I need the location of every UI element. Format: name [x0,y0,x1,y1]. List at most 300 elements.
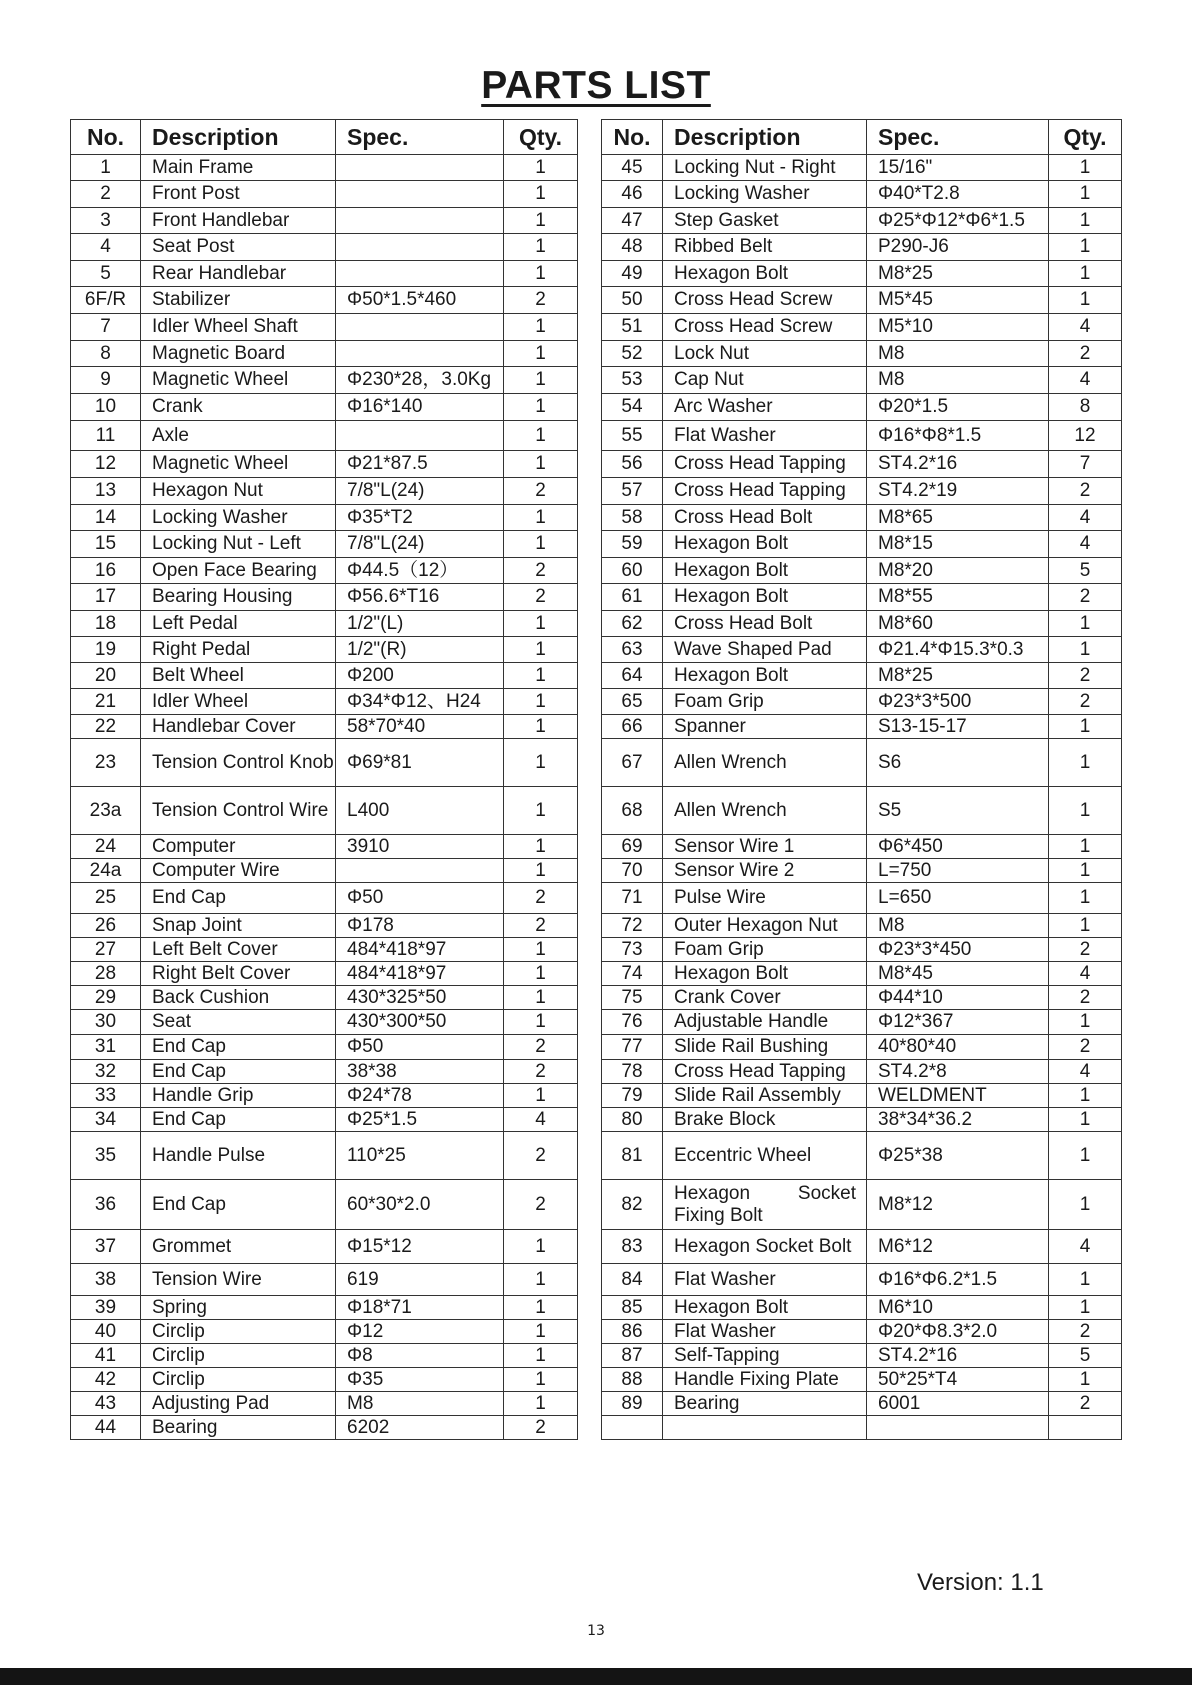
part-qty: 2 [1049,1392,1122,1416]
part-description: Ribbed Belt [663,234,867,261]
part-description: Hexagon Bolt [663,584,867,611]
part-spec: Φ16*Φ8*1.5 [867,421,1049,451]
part-number: 78 [602,1060,663,1084]
part-description: Wave Shaped Pad [663,637,867,663]
table-row [71,883,1122,914]
table-row [71,962,1122,986]
part-number: 76 [602,1010,663,1035]
part-description: Arc Washer [663,394,867,421]
part-qty: 2 [1049,938,1122,962]
part-description: Main Frame [141,155,336,181]
column-gap [578,883,602,914]
part-number: 37 [71,1230,141,1264]
part-qty: 1 [504,1368,578,1392]
part-number: 1 [71,155,141,181]
part-description: Idler Wheel [141,689,336,715]
part-number: 77 [602,1035,663,1060]
part-spec: M8 [336,1392,504,1416]
parts-table-container [70,119,1121,1440]
part-qty: 1 [504,663,578,689]
part-qty: 1 [1049,1084,1122,1108]
part-qty: 2 [1049,689,1122,715]
part-number: 62 [602,611,663,637]
part-number: 8 [71,341,141,367]
part-spec: S5 [867,787,1049,835]
column-gap [578,584,602,611]
column-gap [578,367,602,394]
table-row [71,715,1122,739]
part-number: 51 [602,314,663,341]
table-row [71,1230,1122,1264]
column-gap [578,155,602,181]
part-spec: L=650 [867,883,1049,914]
part-description: Spanner [663,715,867,739]
part-qty: 1 [504,1344,578,1368]
column-gap [578,1132,602,1180]
part-qty: 2 [504,1132,578,1180]
part-number: 23a [71,787,141,835]
part-qty [1049,1416,1122,1440]
part-spec: M5*10 [867,314,1049,341]
part-qty: 1 [504,611,578,637]
part-number: 39 [71,1296,141,1320]
part-number: 67 [602,739,663,787]
column-gap [578,859,602,883]
part-number: 12 [71,451,141,478]
part-number: 13 [71,478,141,505]
table-row [71,1296,1122,1320]
part-spec: Φ178 [336,914,504,938]
part-description: End Cap [141,1035,336,1060]
part-qty: 2 [1049,478,1122,505]
part-description: Grommet [141,1230,336,1264]
part-number: 40 [71,1320,141,1344]
column-gap [578,1320,602,1344]
part-description: End Cap [141,1180,336,1230]
part-qty: 1 [1049,287,1122,314]
part-spec: M8*45 [867,962,1049,986]
part-description: Idler Wheel Shaft [141,314,336,341]
part-qty: 4 [1049,962,1122,986]
header-description: Description [663,120,867,155]
part-description: Locking Nut - Right [663,155,867,181]
part-qty: 1 [1049,883,1122,914]
part-description: Hexagon Bolt [663,663,867,689]
table-row [71,531,1122,558]
part-number: 11 [71,421,141,451]
part-number: 30 [71,1010,141,1035]
part-spec: Φ23*3*450 [867,938,1049,962]
part-spec: Φ25*1.5 [336,1108,504,1132]
part-number: 47 [602,208,663,234]
table-row [71,314,1122,341]
part-number: 32 [71,1060,141,1084]
part-number: 20 [71,663,141,689]
part-number: 42 [71,1368,141,1392]
part-number: 49 [602,261,663,287]
part-number: 31 [71,1035,141,1060]
part-number: 2 [71,181,141,208]
part-number: 80 [602,1108,663,1132]
part-qty: 1 [504,637,578,663]
column-gap [578,1035,602,1060]
part-description: Seat [141,1010,336,1035]
part-description: Front Handlebar [141,208,336,234]
column-gap [578,558,602,584]
part-spec: Φ20*Φ8.3*2.0 [867,1320,1049,1344]
part-description: Pulse Wire [663,883,867,914]
part-number: 16 [71,558,141,584]
part-description: Sensor Wire 1 [663,835,867,859]
part-number: 81 [602,1132,663,1180]
part-spec [336,314,504,341]
part-spec: M8*65 [867,505,1049,531]
part-qty: 5 [1049,558,1122,584]
part-qty: 4 [1049,367,1122,394]
part-description: Circlip [141,1320,336,1344]
part-number: 23 [71,739,141,787]
table-row [71,787,1122,835]
part-number: 54 [602,394,663,421]
column-gap [578,1010,602,1035]
header-no: No. [71,120,141,155]
parts-table [70,119,1122,1440]
part-description: Crank [141,394,336,421]
table-row [71,1320,1122,1344]
column-gap [578,986,602,1010]
part-qty: 1 [1049,1108,1122,1132]
part-number: 14 [71,505,141,531]
part-spec: Φ56.6*T16 [336,584,504,611]
part-number: 61 [602,584,663,611]
table-row [71,394,1122,421]
part-spec: 15/16" [867,155,1049,181]
part-spec: Φ50*1.5*460 [336,287,504,314]
part-spec: 3910 [336,835,504,859]
part-spec: M8*55 [867,584,1049,611]
part-description: Hexagon Socket Bolt [663,1230,867,1264]
part-spec: Φ44*10 [867,986,1049,1010]
table-row [71,181,1122,208]
part-number: 27 [71,938,141,962]
part-spec: Φ50 [336,883,504,914]
table-row [71,208,1122,234]
part-description: Brake Block [663,1108,867,1132]
part-spec: 38*34*36.2 [867,1108,1049,1132]
table-row [71,938,1122,962]
part-spec: Φ25*38 [867,1132,1049,1180]
table-row [71,558,1122,584]
column-gap [578,787,602,835]
column-gap [578,1108,602,1132]
part-description: Left Pedal [141,611,336,637]
part-description: Hexagon Bolt [663,558,867,584]
table-row [71,155,1122,181]
part-number: 3 [71,208,141,234]
part-qty: 12 [1049,421,1122,451]
part-spec: 430*300*50 [336,1010,504,1035]
part-qty: 1 [1049,1296,1122,1320]
part-description: Cross Head Screw [663,314,867,341]
table-row [71,1035,1122,1060]
part-description: Handle Fixing Plate [663,1368,867,1392]
column-gap [578,478,602,505]
column-gap [578,938,602,962]
part-description: Self-Tapping [663,1344,867,1368]
table-row [71,689,1122,715]
part-description: Foam Grip [663,938,867,962]
part-qty: 2 [504,1060,578,1084]
column-gap [578,394,602,421]
table-row [71,1368,1122,1392]
part-description: Adjusting Pad [141,1392,336,1416]
part-spec: ST4.2*16 [867,451,1049,478]
table-row [71,1264,1122,1296]
part-qty: 2 [504,1416,578,1440]
table-row [71,1344,1122,1368]
part-qty: 1 [1049,181,1122,208]
part-spec [336,261,504,287]
part-spec: 7/8"L(24) [336,531,504,558]
part-qty: 1 [504,689,578,715]
part-qty: 2 [504,1035,578,1060]
table-row [71,505,1122,531]
header-spec: Spec. [336,120,504,155]
part-description: Hexagon Socket Fixing Bolt [663,1180,867,1230]
part-description: Magnetic Wheel [141,451,336,478]
part-number: 88 [602,1368,663,1392]
part-description: Bearing Housing [141,584,336,611]
part-qty: 1 [504,1230,578,1264]
part-qty: 1 [504,367,578,394]
part-qty: 1 [1049,835,1122,859]
column-gap [578,208,602,234]
part-spec: Φ8 [336,1344,504,1368]
part-qty: 1 [504,505,578,531]
part-spec [336,234,504,261]
column-gap [578,261,602,287]
part-number: 55 [602,421,663,451]
part-number: 44 [71,1416,141,1440]
part-number: 72 [602,914,663,938]
part-description: Right Pedal [141,637,336,663]
part-description: Handlebar Cover [141,715,336,739]
table-row [71,584,1122,611]
part-spec [336,859,504,883]
part-description: Adjustable Handle [663,1010,867,1035]
part-description: Flat Washer [663,1320,867,1344]
table-row [71,637,1122,663]
part-qty: 1 [504,1320,578,1344]
part-number: 87 [602,1344,663,1368]
part-spec: 1/2"(L) [336,611,504,637]
part-description: Right Belt Cover [141,962,336,986]
part-description: Locking Nut - Left [141,531,336,558]
part-number: 9 [71,367,141,394]
part-spec: M8*60 [867,611,1049,637]
part-description: Circlip [141,1344,336,1368]
part-spec: ST4.2*8 [867,1060,1049,1084]
part-description: Handle Grip [141,1084,336,1108]
part-number: 7 [71,314,141,341]
column-gap [578,835,602,859]
header-qty: Qty. [1049,120,1122,155]
part-description: Flat Washer [663,1264,867,1296]
part-qty: 1 [1049,715,1122,739]
part-qty: 7 [1049,451,1122,478]
part-description: End Cap [141,1060,336,1084]
part-qty: 4 [1049,505,1122,531]
part-spec [336,421,504,451]
part-description: Flat Washer [663,421,867,451]
part-number: 26 [71,914,141,938]
part-spec: WELDMENT [867,1084,1049,1108]
part-spec: 38*38 [336,1060,504,1084]
part-qty: 1 [1049,261,1122,287]
part-number: 43 [71,1392,141,1416]
part-qty: 1 [504,938,578,962]
part-number: 68 [602,787,663,835]
part-description: Tension Control Wire [141,787,336,835]
part-qty: 1 [504,451,578,478]
column-gap [578,689,602,715]
part-description: Cross Head Bolt [663,505,867,531]
part-description: Axle [141,421,336,451]
part-qty: 1 [504,1264,578,1296]
part-qty: 1 [1049,739,1122,787]
part-number: 83 [602,1230,663,1264]
part-qty: 1 [504,715,578,739]
part-spec: 484*418*97 [336,962,504,986]
part-description: Lock Nut [663,341,867,367]
part-description [663,1416,867,1440]
part-description: Cross Head Tapping [663,1060,867,1084]
part-qty: 2 [1049,584,1122,611]
part-number: 70 [602,859,663,883]
part-description: Cross Head Bolt [663,611,867,637]
part-qty: 1 [1049,1010,1122,1035]
part-spec: M6*10 [867,1296,1049,1320]
part-description: Open Face Bearing [141,558,336,584]
part-number: 60 [602,558,663,584]
part-qty: 8 [1049,394,1122,421]
part-number: 79 [602,1084,663,1108]
part-number: 56 [602,451,663,478]
table-row [71,341,1122,367]
part-description: Slide Rail Assembly [663,1084,867,1108]
part-spec: ST4.2*19 [867,478,1049,505]
part-qty: 2 [504,584,578,611]
part-number: 18 [71,611,141,637]
column-gap [578,1264,602,1296]
part-qty: 1 [1049,859,1122,883]
part-description: Locking Washer [663,181,867,208]
part-qty: 1 [1049,1132,1122,1180]
part-description: Outer Hexagon Nut [663,914,867,938]
part-spec: Φ18*71 [336,1296,504,1320]
part-description: Bearing [141,1416,336,1440]
table-row [71,1416,1122,1440]
part-qty: 4 [1049,531,1122,558]
part-number: 5 [71,261,141,287]
part-qty: 4 [504,1108,578,1132]
part-number: 38 [71,1264,141,1296]
part-number: 71 [602,883,663,914]
part-qty: 1 [1049,1180,1122,1230]
part-qty: 1 [504,1010,578,1035]
part-number: 59 [602,531,663,558]
part-description: Left Belt Cover [141,938,336,962]
part-spec: M8*20 [867,558,1049,584]
part-spec: Φ12*367 [867,1010,1049,1035]
part-number: 35 [71,1132,141,1180]
header-description: Description [141,120,336,155]
part-number: 52 [602,341,663,367]
part-number: 24 [71,835,141,859]
part-spec: Φ69*81 [336,739,504,787]
part-qty: 2 [1049,1320,1122,1344]
part-qty: 1 [1049,637,1122,663]
part-spec: Φ35 [336,1368,504,1392]
part-qty: 1 [504,986,578,1010]
part-description: Hexagon Nut [141,478,336,505]
column-gap [578,1368,602,1392]
table-row [71,1060,1122,1084]
column-gap [578,531,602,558]
part-number: 33 [71,1084,141,1108]
column-gap [578,663,602,689]
part-number: 10 [71,394,141,421]
part-spec: 484*418*97 [336,938,504,962]
part-spec: Φ40*T2.8 [867,181,1049,208]
part-description: Slide Rail Bushing [663,1035,867,1060]
part-qty: 1 [504,341,578,367]
table-row [71,1084,1122,1108]
part-qty: 2 [1049,341,1122,367]
part-spec: 50*25*T4 [867,1368,1049,1392]
part-spec: Φ35*T2 [336,505,504,531]
part-description: Crank Cover [663,986,867,1010]
table-row [71,234,1122,261]
column-gap [578,611,602,637]
column-gap [578,739,602,787]
part-spec: M8*25 [867,663,1049,689]
part-qty: 1 [504,421,578,451]
column-gap [578,637,602,663]
part-qty: 1 [504,835,578,859]
version-label: Version: 1.1 [917,1569,1044,1596]
table-row [71,739,1122,787]
table-row [71,1180,1122,1230]
part-spec: M6*12 [867,1230,1049,1264]
part-spec: 6202 [336,1416,504,1440]
part-qty: 1 [1049,787,1122,835]
part-spec: S13-15-17 [867,715,1049,739]
page-number: 13 [587,1623,605,1639]
part-spec: 60*30*2.0 [336,1180,504,1230]
part-spec: 58*70*40 [336,715,504,739]
part-spec [336,341,504,367]
part-spec [867,1416,1049,1440]
part-qty: 2 [1049,986,1122,1010]
column-gap [578,962,602,986]
table-row [71,611,1122,637]
column-gap [578,1180,602,1230]
part-number: 53 [602,367,663,394]
part-description: Snap Joint [141,914,336,938]
part-description: Belt Wheel [141,663,336,689]
column-gap [578,1416,602,1440]
